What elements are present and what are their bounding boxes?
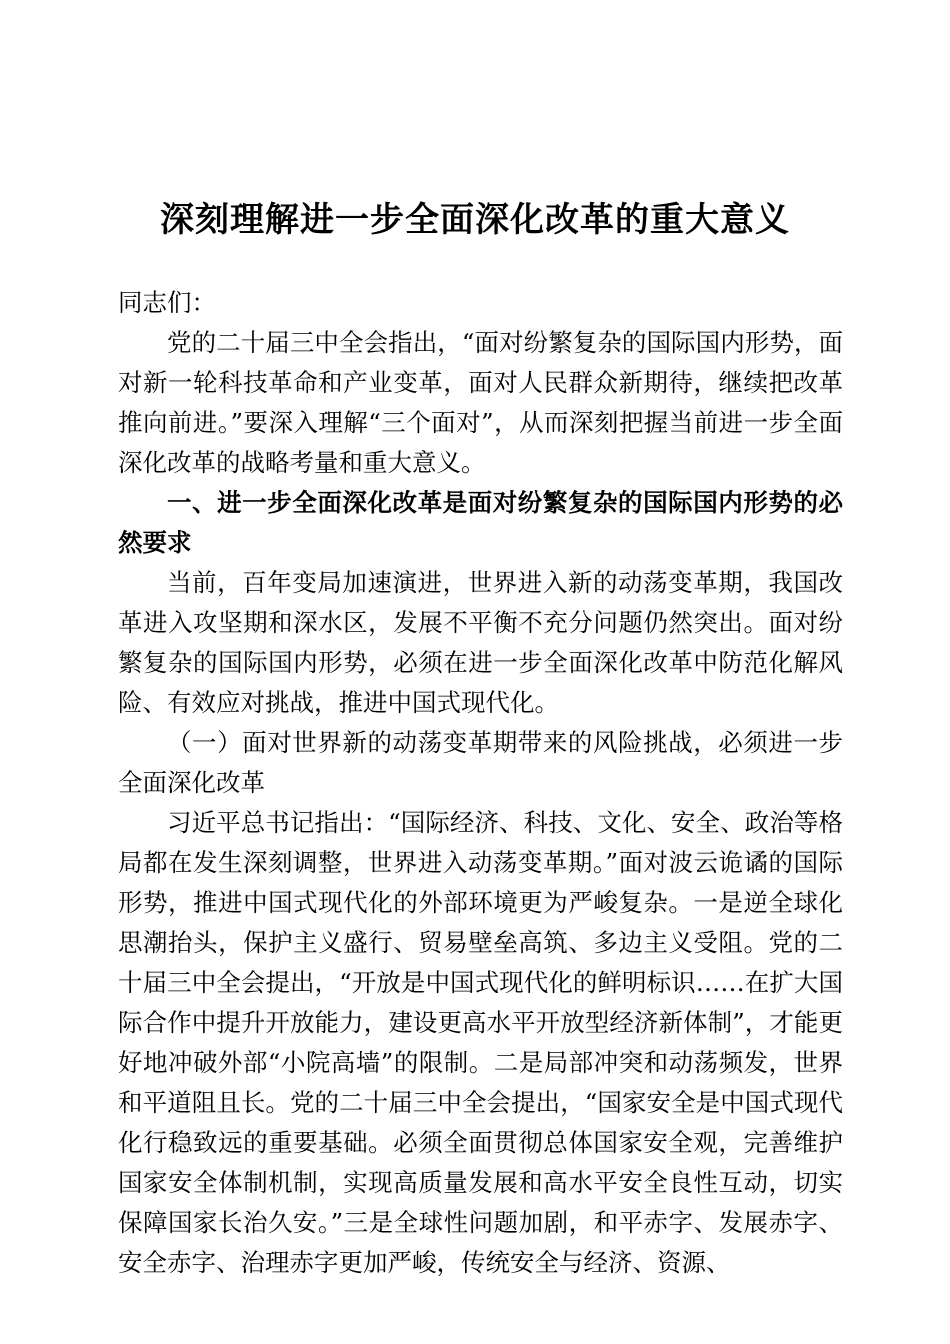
section-1-paragraph: 当前，百年变局加速演进，世界进入新的动荡变革期，我国改革进入攻坚期和深水区，发展不平衡不充分问题仍然突出。面对纷繁复杂的国际国内形势，必须在进一步全面深化改革中防范化解风险、有效应对挑战，推进中国式现代化。 (118, 568, 843, 717)
section-heading-1: 一、进一步全面深化改革是面对纷繁复杂的国际国内形势的必然要求 (118, 488, 843, 557)
document-title: 深刻理解进一步全面深化改革的重大意义 (160, 200, 790, 240)
subsection-1-paragraph: 习近平总书记指出：“国际经济、科技、文化、安全、政治等格局都在发生深刻调整，世界进入动荡变革期。”面对波云诡谲的国际形势，推进中国式现代化的外部环境更为严峻复杂。一是逆全球化思潮抬头，保护主义盛行、贸易壁垒高筑、多边主义受阻。党的二十届三中全会提出，“开放是中国式现代化的鲜明标识……在扩大国际合作中提升开放能力，建设更高水平开放型经济新体制”，才能更好地冲破外部“小院高墙”的限制。二是局部冲突和动荡频发，世界和平道阻且长。党的二十届三中全会提出，“国家安全是中国式现代化行稳致远的重要基础。必须全面贯彻总体国家安全观，完善维护国家安全体制机制，实现高质量发展和高水平安全良性互动，切实保障国家长治久安。”三是全球性问题加剧，和平赤字、发展赤字、安全赤字、治理赤字更加严峻，传统安全与经济、资源、 (118, 808, 843, 1277)
intro-paragraph: 党的二十届三中全会指出，“面对纷繁复杂的国际国内形势，面对新一轮科技革命和产业变革，面对人民群众新期待，继续把改革推向前进。”要深入理解“三个面对”，从而深刻把握当前进一步全面深化改革的战略考量和重大意义。 (118, 328, 843, 477)
subsection-heading-1: （一）面对世界新的动荡变革期带来的风险挑战，必须进一步全面深化改革 (118, 728, 843, 797)
greeting: 同志们： (118, 288, 216, 317)
document-body (118, 283, 843, 1283)
